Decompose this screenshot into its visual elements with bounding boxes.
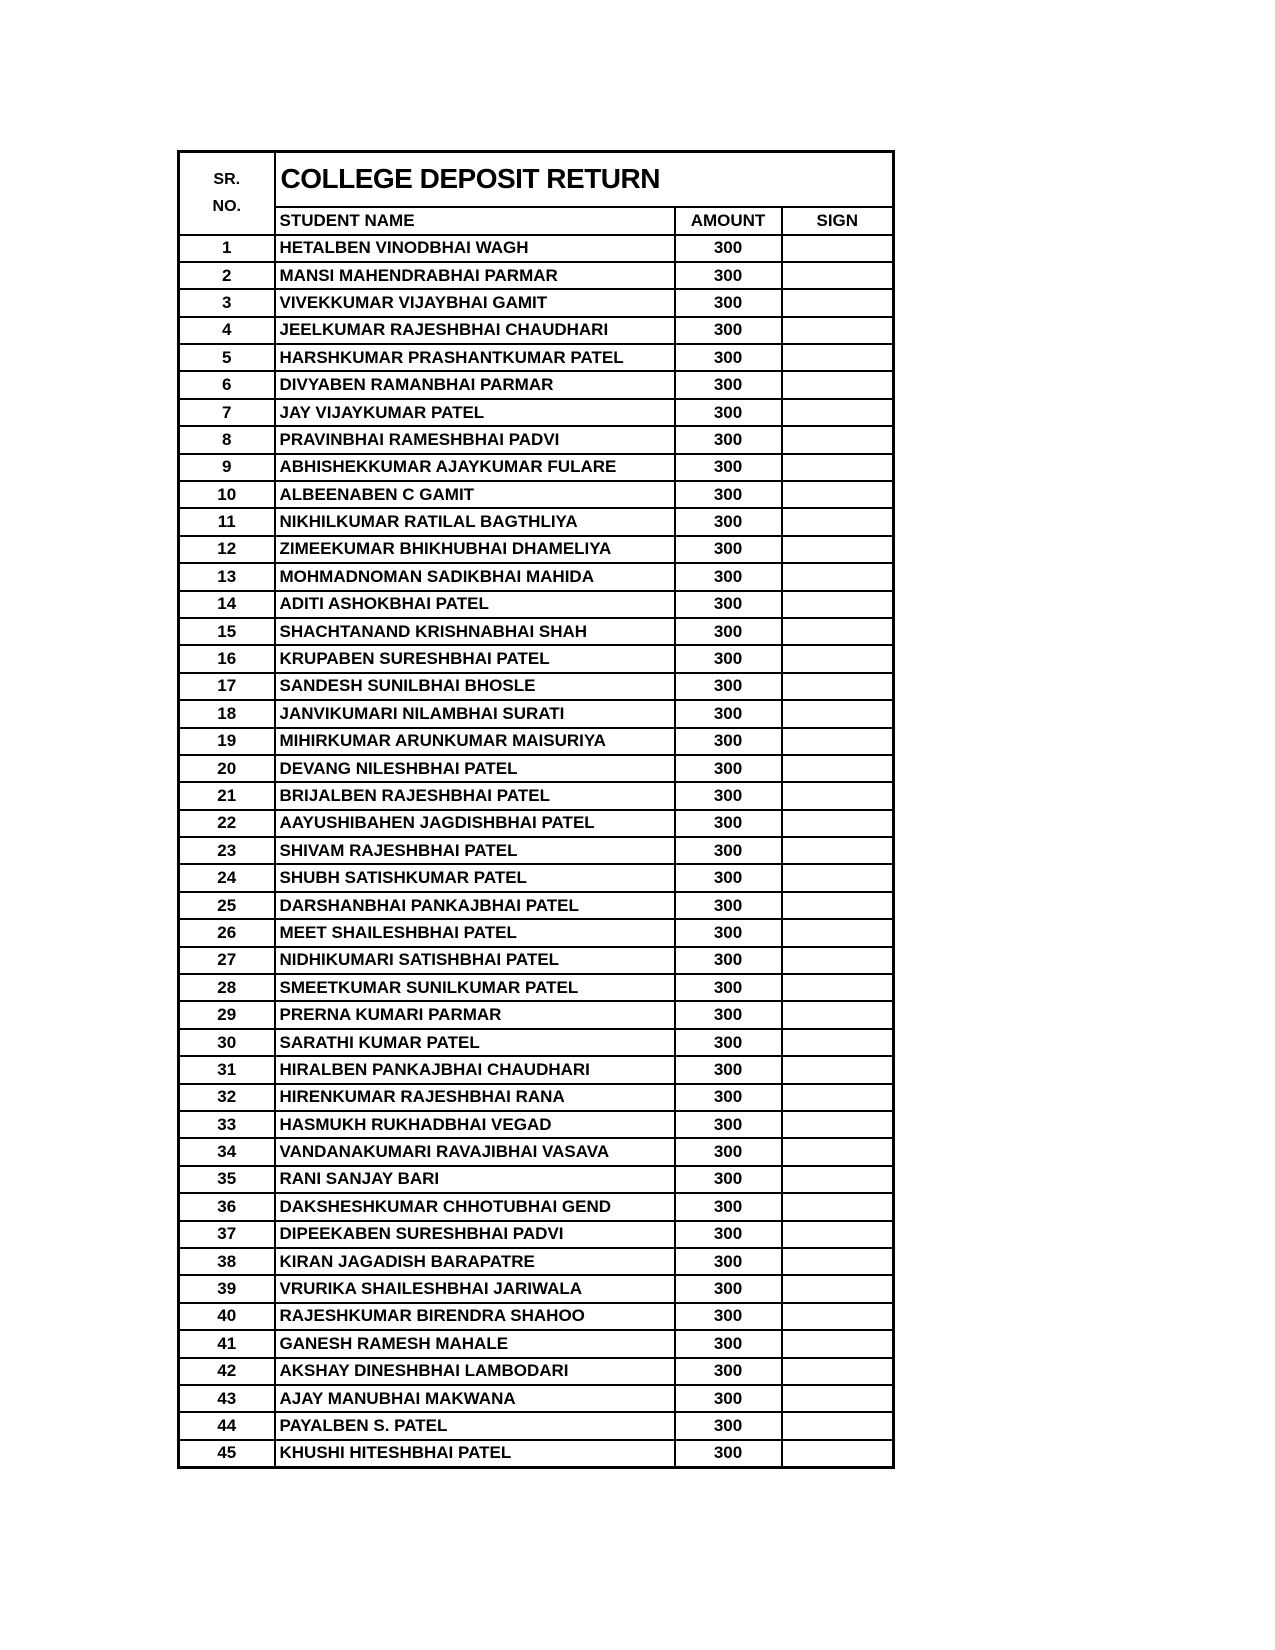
cell-sr: 14 [179,591,275,618]
cell-sign [782,1084,894,1111]
table-row [179,919,894,946]
cell-sr: 42 [179,1358,275,1385]
cell-name: RANI SANJAY BARI [275,1166,675,1193]
cell-sign [782,728,894,755]
cell-amount: 300 [675,1303,782,1330]
cell-sign [782,563,894,590]
cell-amount: 300 [675,755,782,782]
cell-amount: 300 [675,1248,782,1275]
cell-amount: 300 [675,1385,782,1412]
cell-sign [782,1330,894,1357]
cell-name: ZIMEEKUMAR BHIKHUBHAI DHAMELIYA [275,536,675,563]
table-row [179,317,894,344]
cell-sr: 15 [179,618,275,645]
cell-amount: 300 [675,426,782,453]
cell-sign [782,700,894,727]
table-row [179,344,894,371]
cell-sign [782,974,894,1001]
cell-name: HIRENKUMAR RAJESHBHAI RANA [275,1084,675,1111]
cell-sr: 37 [179,1221,275,1248]
cell-sr: 41 [179,1330,275,1357]
cell-sign [782,1221,894,1248]
cell-amount: 300 [675,481,782,508]
cell-sign [782,1056,894,1083]
cell-amount: 300 [675,591,782,618]
cell-sign [782,1138,894,1165]
cell-sign [782,1248,894,1275]
cell-sr: 39 [179,1275,275,1302]
cell-name: KHUSHI HITESHBHAI PATEL [275,1440,675,1467]
cell-amount: 300 [675,289,782,316]
cell-name: MOHMADNOMAN SADIKBHAI MAHIDA [275,563,675,590]
cell-sr: 40 [179,1303,275,1330]
sr-header-line2: NO. [212,198,241,216]
cell-sr: 36 [179,1193,275,1220]
cell-amount: 300 [675,864,782,891]
table-row [179,1056,894,1083]
cell-amount: 300 [675,782,782,809]
cell-sr: 27 [179,947,275,974]
table-row [179,974,894,1001]
cell-sr: 25 [179,892,275,919]
cell-sign [782,1029,894,1056]
cell-name: HIRALBEN PANKAJBHAI CHAUDHARI [275,1056,675,1083]
cell-amount: 300 [675,974,782,1001]
table-row [179,755,894,782]
table-row [179,1111,894,1138]
cell-sr: 11 [179,508,275,535]
table-row [179,1138,894,1165]
cell-sign [782,591,894,618]
cell-sr: 21 [179,782,275,809]
cell-sr: 2 [179,262,275,289]
table-row [179,426,894,453]
table-row [179,1440,894,1467]
cell-amount: 300 [675,892,782,919]
cell-sign [782,1358,894,1385]
cell-sign [782,919,894,946]
cell-amount: 300 [675,700,782,727]
cell-sign [782,262,894,289]
cell-sr: 22 [179,810,275,837]
cell-amount: 300 [675,1275,782,1302]
table-row [179,1275,894,1302]
sr-no-column-header [179,152,275,235]
cell-sr: 19 [179,728,275,755]
cell-sign [782,289,894,316]
cell-amount: 300 [675,1412,782,1439]
cell-amount: 300 [675,317,782,344]
cell-sign [782,1001,894,1028]
cell-sign [782,673,894,700]
cell-sr: 32 [179,1084,275,1111]
cell-sr: 28 [179,974,275,1001]
cell-sr: 7 [179,399,275,426]
cell-name: JEELKUMAR RAJESHBHAI CHAUDHARI [275,317,675,344]
cell-amount: 300 [675,1330,782,1357]
cell-name: AAYUSHIBAHEN JAGDISHBHAI PATEL [275,810,675,837]
cell-sign [782,1412,894,1439]
cell-name: NIDHIKUMARI SATISHBHAI PATEL [275,947,675,974]
cell-sr: 9 [179,454,275,481]
cell-sign [782,454,894,481]
cell-name: NIKHILKUMAR RATILAL BAGTHLIYA [275,508,675,535]
cell-sign [782,426,894,453]
table-row [179,810,894,837]
cell-amount: 300 [675,1166,782,1193]
cell-amount: 300 [675,262,782,289]
cell-sign [782,837,894,864]
cell-amount: 300 [675,1221,782,1248]
cell-sign [782,508,894,535]
table-row [179,371,894,398]
cell-sr: 20 [179,755,275,782]
cell-name: SHUBH SATISHKUMAR PATEL [275,864,675,891]
table-row [179,289,894,316]
table-row [179,591,894,618]
cell-amount: 300 [675,563,782,590]
cell-name: SHACHTANAND KRISHNABHAI SHAH [275,618,675,645]
cell-amount: 300 [675,618,782,645]
cell-sign [782,1440,894,1467]
cell-sr: 35 [179,1166,275,1193]
table-row [179,235,894,262]
table-row [179,1029,894,1056]
table-row [179,892,894,919]
cell-name: DAKSHESHKUMAR CHHOTUBHAI GEND [275,1193,675,1220]
table-row [179,508,894,535]
column-header-row [179,207,894,235]
table-row [179,536,894,563]
cell-sign [782,399,894,426]
cell-sign [782,235,894,262]
cell-sr: 6 [179,371,275,398]
cell-sr: 17 [179,673,275,700]
cell-amount: 300 [675,1056,782,1083]
table-row [179,1166,894,1193]
cell-sr: 5 [179,344,275,371]
table-row [179,782,894,809]
table-row [179,262,894,289]
cell-name: ALBEENABEN C GAMIT [275,481,675,508]
table-row [179,728,894,755]
cell-amount: 300 [675,645,782,672]
table-row [179,454,894,481]
cell-sign [782,864,894,891]
cell-amount: 300 [675,810,782,837]
table-row [179,1001,894,1028]
cell-amount: 300 [675,1193,782,1220]
cell-amount: 300 [675,536,782,563]
cell-amount: 300 [675,1029,782,1056]
cell-sign [782,645,894,672]
cell-name: HARSHKUMAR PRASHANTKUMAR PATEL [275,344,675,371]
table-row [179,1221,894,1248]
cell-sign [782,1303,894,1330]
cell-name: MEET SHAILESHBHAI PATEL [275,919,675,946]
table-row [179,618,894,645]
cell-sign [782,810,894,837]
cell-sr: 34 [179,1138,275,1165]
table-row [179,1330,894,1357]
cell-sr: 33 [179,1111,275,1138]
cell-sr: 18 [179,700,275,727]
table-row [179,481,894,508]
cell-sign [782,618,894,645]
cell-amount: 300 [675,1358,782,1385]
cell-sr: 44 [179,1412,275,1439]
cell-sr: 31 [179,1056,275,1083]
cell-amount: 300 [675,673,782,700]
cell-amount: 300 [675,837,782,864]
cell-name: KIRAN JAGADISH BARAPATRE [275,1248,675,1275]
cell-name: VRURIKA SHAILESHBHAI JARIWALA [275,1275,675,1302]
cell-sr: 38 [179,1248,275,1275]
cell-name: MIHIRKUMAR ARUNKUMAR MAISURIYA [275,728,675,755]
table-row [179,1358,894,1385]
table-row [179,1303,894,1330]
cell-sign [782,317,894,344]
cell-name: VIVEKKUMAR VIJAYBHAI GAMIT [275,289,675,316]
cell-sign [782,1166,894,1193]
cell-amount: 300 [675,508,782,535]
cell-amount: 300 [675,399,782,426]
cell-name: KRUPABEN SURESHBHAI PATEL [275,645,675,672]
cell-sr: 8 [179,426,275,453]
cell-sr: 1 [179,235,275,262]
cell-amount: 300 [675,1111,782,1138]
cell-name: PRAVINBHAI RAMESHBHAI PADVI [275,426,675,453]
cell-sr: 24 [179,864,275,891]
table-row [179,1385,894,1412]
cell-name: SHIVAM RAJESHBHAI PATEL [275,837,675,864]
cell-sign [782,1275,894,1302]
cell-amount: 300 [675,1138,782,1165]
cell-sr: 45 [179,1440,275,1467]
cell-amount: 300 [675,947,782,974]
cell-name: BRIJALBEN RAJESHBHAI PATEL [275,782,675,809]
cell-name: RAJESHKUMAR BIRENDRA SHAHOO [275,1303,675,1330]
table-row [179,1412,894,1439]
page-title: COLLEGE DEPOSIT RETURN [275,152,894,207]
table-row [179,700,894,727]
table-row [179,673,894,700]
cell-name: PRERNA KUMARI PARMAR [275,1001,675,1028]
cell-name: HASMUKH RUKHADBHAI VEGAD [275,1111,675,1138]
cell-sign [782,755,894,782]
cell-amount: 300 [675,1084,782,1111]
cell-name: DIVYABEN RAMANBHAI PARMAR [275,371,675,398]
cell-amount: 300 [675,371,782,398]
cell-name: DARSHANBHAI PANKAJBHAI PATEL [275,892,675,919]
cell-sr: 43 [179,1385,275,1412]
cell-name: MANSI MAHENDRABHAI PARMAR [275,262,675,289]
cell-sign [782,536,894,563]
cell-amount: 300 [675,728,782,755]
cell-sign [782,892,894,919]
cell-sign [782,371,894,398]
cell-sign [782,782,894,809]
cell-sr: 4 [179,317,275,344]
cell-sign [782,1111,894,1138]
table-row [179,1193,894,1220]
cell-amount: 300 [675,1001,782,1028]
column-header-student-name: STUDENT NAME [275,207,675,235]
cell-name: JAY VIJAYKUMAR PATEL [275,399,675,426]
cell-sr: 12 [179,536,275,563]
cell-name: AJAY MANUBHAI MAKWANA [275,1385,675,1412]
table-row [179,864,894,891]
column-header-amount: AMOUNT [675,207,782,235]
cell-sign [782,947,894,974]
cell-sr: 23 [179,837,275,864]
cell-amount: 300 [675,235,782,262]
table-row [179,837,894,864]
cell-name: HETALBEN VINODBHAI WAGH [275,235,675,262]
cell-amount: 300 [675,454,782,481]
table-row [179,1084,894,1111]
college-deposit-table [177,150,895,1469]
cell-sign [782,1193,894,1220]
cell-sr: 13 [179,563,275,590]
cell-sign [782,1385,894,1412]
cell-sign [782,481,894,508]
cell-name: ABHISHEKKUMAR AJAYKUMAR FULARE [275,454,675,481]
table-row [179,947,894,974]
cell-name: DEVANG NILESHBHAI PATEL [275,755,675,782]
cell-name: JANVIKUMARI NILAMBHAI SURATI [275,700,675,727]
cell-sr: 29 [179,1001,275,1028]
column-header-sign: SIGN [782,207,894,235]
cell-name: SARATHI KUMAR PATEL [275,1029,675,1056]
sr-header-line1: SR. [213,171,241,189]
cell-sr: 26 [179,919,275,946]
cell-sr: 10 [179,481,275,508]
cell-sign [782,344,894,371]
title-row [179,152,894,207]
cell-name: AKSHAY DINESHBHAI LAMBODARI [275,1358,675,1385]
cell-name: VANDANAKUMARI RAVAJIBHAI VASAVA [275,1138,675,1165]
cell-name: SANDESH SUNILBHAI BHOSLE [275,673,675,700]
cell-sr: 30 [179,1029,275,1056]
cell-amount: 300 [675,919,782,946]
table-row [179,399,894,426]
cell-amount: 300 [675,344,782,371]
cell-name: SMEETKUMAR SUNILKUMAR PATEL [275,974,675,1001]
cell-name: GANESH RAMESH MAHALE [275,1330,675,1357]
cell-name: PAYALBEN S. PATEL [275,1412,675,1439]
cell-sr: 16 [179,645,275,672]
cell-amount: 300 [675,1440,782,1467]
table-row [179,1248,894,1275]
cell-sr: 3 [179,289,275,316]
cell-name: ADITI ASHOKBHAI PATEL [275,591,675,618]
table-row [179,645,894,672]
cell-name: DIPEEKABEN SURESHBHAI PADVI [275,1221,675,1248]
table-row [179,563,894,590]
